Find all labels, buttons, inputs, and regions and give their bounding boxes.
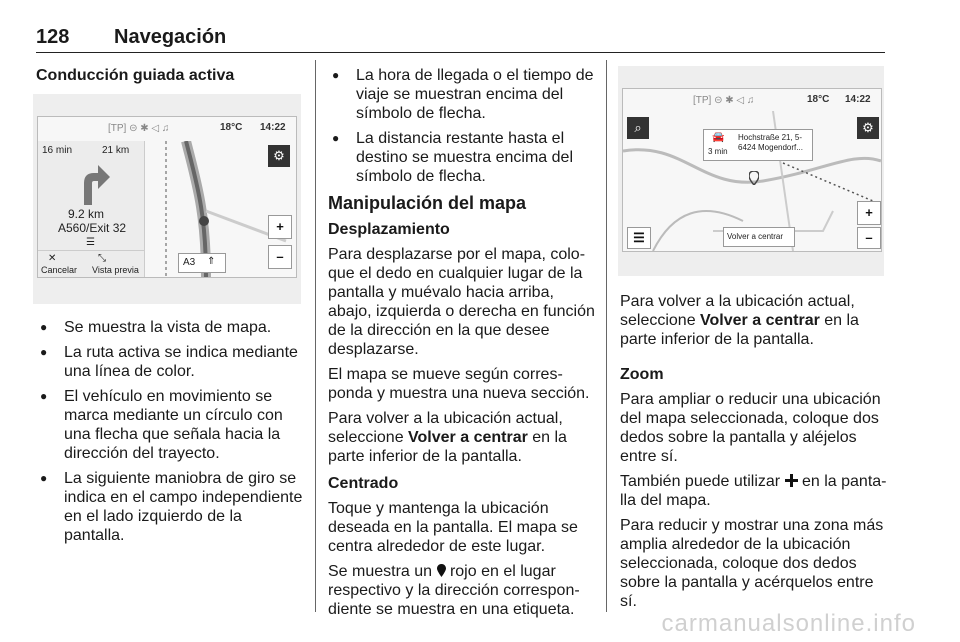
column-divider-1 xyxy=(315,60,316,612)
eta: 16 min xyxy=(42,145,73,156)
subheading-zoom: Zoom xyxy=(620,366,664,383)
page-number: 128 xyxy=(36,26,70,48)
list-item: ● El vehículo en movimiento se marca mediante un círculo con una flecha que señala hacia la dirección del trayecto. xyxy=(36,387,304,463)
text: Para volver a la ubicación actual, seleccione xyxy=(328,410,563,446)
text: Se muestra un xyxy=(328,563,437,580)
left-column xyxy=(36,66,304,91)
zoom-out-button[interactable]: – xyxy=(268,245,292,269)
next-road: A560/Exit 32 xyxy=(58,221,127,235)
zoom-in-button[interactable]: + xyxy=(857,201,881,225)
left-bullets xyxy=(36,318,304,551)
zoom-in-button[interactable]: + xyxy=(268,215,292,239)
map-screenshot xyxy=(618,66,884,276)
text: También puede utilizar xyxy=(620,473,785,490)
preview-button[interactable]: Vista previa xyxy=(92,265,139,275)
status-icons: [TP] ⊝ ✱ ◁ ♫ xyxy=(693,95,755,106)
status-bar xyxy=(623,89,881,111)
address: Hochstraße 21, 5-6424 Mogendorf... xyxy=(738,133,803,152)
status-bar xyxy=(38,117,296,139)
clock: 14:22 xyxy=(845,94,871,105)
map-screen xyxy=(622,88,882,252)
text: Para volver a la ubicación actual, seleccione xyxy=(620,293,855,329)
guidance-screenshot xyxy=(33,94,301,304)
recenter-button[interactable] xyxy=(723,227,795,247)
settings-gear-icon[interactable]: ⚙ xyxy=(857,117,879,139)
section-title: Conducción guiada activa xyxy=(36,67,235,84)
road-badge-label: A3 xyxy=(183,257,196,268)
right-column xyxy=(620,292,890,617)
search-icon[interactable]: ⌕ xyxy=(627,117,649,139)
list-item: ● La siguiente maniobra de giro se indica en el campo independiente en el lado izquierdo de la pantalla. xyxy=(36,469,304,545)
list-item: ● La ruta activa se indica mediante una línea de color. xyxy=(36,343,304,381)
plus-icon xyxy=(785,474,798,487)
menu-icon[interactable]: ☰ xyxy=(627,227,651,249)
watermark: carmanualsonline.info xyxy=(661,610,916,637)
preview-icon: ⤡ xyxy=(98,253,106,264)
list-icon: ☰ xyxy=(86,237,95,248)
travel-time: 3 min xyxy=(708,147,728,156)
remaining-distance: 21 km xyxy=(102,145,130,156)
cancel-icon: ✕ xyxy=(48,253,57,264)
next-maneuver-distance: 9.2 km xyxy=(68,207,105,221)
car-icon: 🚘 xyxy=(712,132,725,143)
paragraph xyxy=(620,472,890,510)
text: rojo en el lugar respectivo y la dirección correspondiente se muestra en una etiqueta. xyxy=(328,563,580,618)
recenter-label: Volver a centrar xyxy=(727,232,784,241)
recenter-term: Volver a centrar xyxy=(700,312,820,329)
zoom-out-button[interactable]: – xyxy=(857,227,881,249)
road-badge xyxy=(178,253,226,273)
subheading-scroll: Desplazamiento xyxy=(328,221,450,238)
temperature: 18°C xyxy=(220,122,243,133)
status-icons: [TP] ⊝ ✱ ◁ ♫ xyxy=(108,123,170,134)
pin-icon xyxy=(437,564,446,577)
list-item: ● La hora de llegada o el tiempo de viaje se muestran encima del símbolo de flecha. xyxy=(328,66,596,123)
paragraph: Para reducir y mostrar una zona más amplia alrededor de la ubicación seleccionada, coloque dos dedos sobre la pantalla y acérquelos entre sí. xyxy=(620,517,884,610)
clock: 14:22 xyxy=(260,122,286,133)
settings-gear-icon[interactable]: ⚙ xyxy=(268,145,290,167)
map-pin-icon xyxy=(749,171,759,185)
paragraph xyxy=(620,292,890,349)
paragraph: El mapa se mueve según corresponda y muestra una nueva sección. xyxy=(328,366,590,402)
header-rule xyxy=(36,52,885,53)
text: en la pantalla del mapa. xyxy=(620,473,887,509)
temperature: 18°C xyxy=(807,94,830,105)
section-heading: Manipulación del mapa xyxy=(328,193,527,213)
column-divider-2 xyxy=(606,60,607,612)
middle-column xyxy=(328,66,596,625)
turn-arrow-icon xyxy=(74,161,110,205)
guidance-screen xyxy=(37,116,297,278)
page-title: Navegación xyxy=(114,26,227,48)
paragraph xyxy=(328,562,596,619)
text: en la parte inferior de la pantalla. xyxy=(620,312,859,348)
subheading-center: Centrado xyxy=(328,475,399,492)
paragraph: Toque y mantenga la ubicación deseada en la pantalla. El mapa se centra alrededor de este lugar. xyxy=(328,500,578,555)
maneuver-buttons xyxy=(38,250,144,277)
cancel-button[interactable]: Cancelar xyxy=(41,265,78,275)
paragraph: Para ampliar o reducir una ubicación del mapa seleccionada, coloque dos dedos sobre la pantalla y aléjelos entre sí. xyxy=(620,391,881,465)
list-item: ● La distancia restante hasta el destino se muestra encima del símbolo de flecha. xyxy=(328,129,596,186)
list-item: ● Se muestra la vista de mapa. xyxy=(36,318,304,337)
lane-icon: ⇑ xyxy=(207,256,216,267)
maneuver-panel xyxy=(38,141,145,277)
paragraph xyxy=(328,409,596,466)
text: en la parte inferior de la pantalla. xyxy=(328,429,567,465)
recenter-term: Volver a centrar xyxy=(408,429,528,446)
paragraph: Para desplazarse por el mapa, coloque el dedo en cualquier lugar de la pantalla y muévalo hacia arriba, abajo, izquierda o derecha en función de la dirección en la que desee desplazarse. xyxy=(328,246,595,358)
location-label[interactable] xyxy=(703,129,813,161)
